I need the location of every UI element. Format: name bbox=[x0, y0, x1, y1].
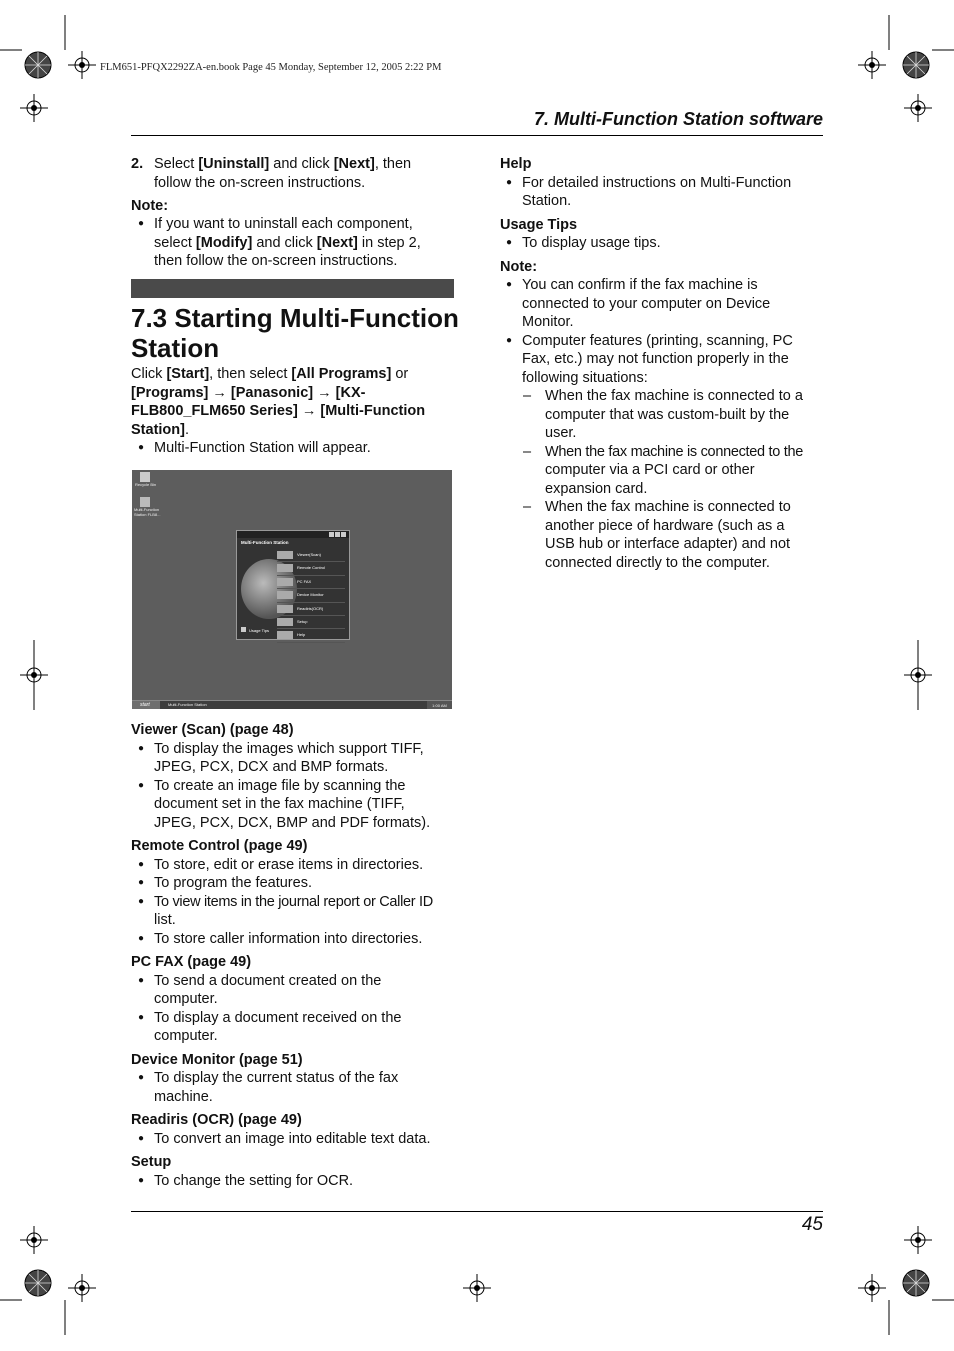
pcfax-item-2: ● To display a document received on the computer. bbox=[138, 1009, 402, 1044]
help-heading: Help bbox=[500, 156, 532, 172]
ocr-heading: Readiris (OCR) (page 49) bbox=[131, 1112, 302, 1128]
mfs-menu-item[interactable] bbox=[277, 616, 345, 629]
mfs-menu-item[interactable] bbox=[277, 549, 345, 562]
situation-2: – When the fax machine is connected to the computer via a PCI card or other expansion card. bbox=[523, 443, 804, 497]
mfs-menu bbox=[277, 549, 345, 643]
recycle-bin-label: Recycle Bin bbox=[135, 482, 157, 487]
remote-item-1: ● To store, edit or erase items in directories. bbox=[138, 856, 424, 873]
mfs-menu-item-icon bbox=[277, 551, 293, 559]
corner-mark-bottom-left bbox=[0, 1226, 96, 1335]
remote-item-4: ● To store caller information into directories. bbox=[138, 930, 423, 947]
running-header: 7. Multi-Function Station software bbox=[534, 109, 823, 129]
recycle-bin-icon bbox=[140, 472, 150, 482]
corner-mark-top-left bbox=[0, 15, 96, 122]
minimize-icon[interactable] bbox=[329, 532, 334, 537]
section-bar bbox=[131, 279, 454, 298]
section-title: 7.3 Starting Multi-Function Station bbox=[131, 303, 459, 363]
remote-item-3: ● To view items in the journal report or Caller ID list. bbox=[138, 893, 433, 928]
desktop-screenshot bbox=[132, 470, 452, 709]
mfs-desktop-icon bbox=[140, 497, 150, 507]
mfs-window-title: Multi-Function Station bbox=[241, 540, 289, 545]
feature-list bbox=[131, 721, 454, 1190]
mfs-menu-item[interactable] bbox=[277, 603, 345, 616]
mfs-menu-item-icon bbox=[277, 618, 293, 626]
mfs-menu-item-label: Help bbox=[297, 632, 306, 638]
mfs-menu-item-label: Viewer(Scan) bbox=[297, 552, 321, 557]
right-column bbox=[500, 155, 823, 572]
remote-item-2: ● To program the features. bbox=[138, 875, 312, 891]
setup-heading: Setup bbox=[131, 1154, 172, 1170]
mfs-menu-item-label: Device Monitor bbox=[297, 592, 324, 598]
start-button[interactable]: start bbox=[132, 701, 160, 709]
side-mark-left bbox=[20, 640, 48, 710]
viewer-item-1: ● To display the images which support TIFF, JPEG, PCX, DCX and BMP formats. bbox=[138, 740, 424, 775]
mfs-menu-item-icon bbox=[277, 578, 293, 586]
tips-item: ● To display usage tips. bbox=[506, 235, 661, 251]
footer-rule bbox=[131, 1211, 823, 1212]
help-item: ● For detailed instructions on Multi-Function Station. bbox=[506, 174, 792, 209]
usage-tips-link[interactable]: Usage Tips bbox=[249, 628, 270, 633]
viewer-item-2: ● To create an image file by scanning the document set in the fax machine (TIFF, JPEG, PCX, DCX, BMP and PDF formats). bbox=[138, 777, 431, 831]
help-icon[interactable] bbox=[335, 532, 340, 537]
mfs-menu-item-label: Readiris(OCR) bbox=[297, 605, 324, 611]
device-item-1: ● To display the current status of the fax machine. bbox=[138, 1070, 399, 1105]
corner-mark-bottom-right bbox=[858, 1226, 954, 1335]
device-heading: Device Monitor (page 51) bbox=[131, 1051, 303, 1068]
step-2-text: Select [Uninstall] and click [Next], then follow the on-screen instructions. bbox=[154, 156, 412, 191]
situation-1: – When the fax machine is connected to a computer that was custom-built by the user. bbox=[523, 388, 803, 441]
start-instructions: Click [Start], then select [All Programs] or [Programs] → [Panasonic] → [KX- FLB800_FLM650 Series] → [Multi-Function Station]. bbox=[131, 366, 426, 438]
mfs-menu-item-icon bbox=[277, 591, 293, 599]
mfs-menu-item[interactable] bbox=[277, 562, 345, 575]
mfs-desktop-label: Multi-Function Station FLB8... bbox=[134, 507, 161, 517]
mfs-menu-item-icon bbox=[277, 631, 293, 639]
side-mark-right bbox=[904, 640, 932, 710]
taskbar-item[interactable]: Multi-Function Station bbox=[168, 702, 207, 707]
bottom-center-mark bbox=[463, 1274, 491, 1302]
taskbar bbox=[132, 700, 452, 709]
mfs-menu-item-label: Remote Control bbox=[297, 565, 326, 571]
mfs-menu-item-icon bbox=[277, 605, 293, 613]
tips-heading: Usage Tips bbox=[500, 216, 578, 233]
right-note-heading: Note: bbox=[500, 258, 538, 275]
pcfax-heading: PC FAX (page 49) bbox=[131, 954, 252, 970]
mfs-menu-item-icon bbox=[277, 564, 293, 572]
ocr-item-1: ● To convert an image into editable text data. bbox=[138, 1130, 431, 1147]
corner-mark-top-right bbox=[858, 15, 954, 122]
mfs-menu-item-label: Setup bbox=[297, 618, 308, 624]
mfs-menu-item[interactable] bbox=[277, 576, 345, 589]
mfs-window bbox=[236, 530, 350, 640]
note-item: ● If you want to uninstall each component, select [Modify] and click [Next] in step 2, then follow the on-screen instructions. bbox=[138, 216, 421, 269]
close-icon[interactable] bbox=[341, 532, 346, 537]
step-2-number: 2. bbox=[131, 156, 144, 172]
situation-3: – When the fax machine is connected to another piece of hardware (such as a USB hub or interface adapter) and not connected directly to the computer. bbox=[523, 499, 791, 571]
setup-item-1: ● To change the setting for OCR. bbox=[138, 1172, 354, 1189]
mfs-menu-item-label: PC FAX bbox=[297, 578, 312, 584]
header-rule bbox=[131, 135, 823, 136]
usage-tips-icon bbox=[241, 627, 246, 632]
right-note-item-1: ● You can confirm if the fax machine is connected to your computer on Device Monitor. bbox=[506, 277, 771, 330]
appear-bullet: ● Multi-Function Station will appear. bbox=[138, 440, 371, 456]
remote-heading: Remote Control (page 49) bbox=[131, 838, 308, 854]
right-note-item-2: ● Computer features (printing, scanning, PC Fax, etc.) may not function properly in the following situations: bbox=[506, 332, 793, 386]
mfs-menu-item[interactable] bbox=[277, 629, 345, 642]
pcfax-item-1: ● To send a document created on the computer. bbox=[138, 972, 382, 1007]
note-label: Note: bbox=[131, 198, 169, 214]
page-number: 45 bbox=[801, 1214, 823, 1235]
viewer-heading: Viewer (Scan) (page 48) bbox=[131, 722, 294, 738]
print-slug: FLM651-PFQX2292ZA-en.book Page 45 Monday, September 12, 2005 2:22 PM bbox=[100, 62, 442, 73]
system-clock: 1:00 AM bbox=[427, 701, 452, 709]
mfs-menu-item[interactable] bbox=[277, 589, 345, 602]
